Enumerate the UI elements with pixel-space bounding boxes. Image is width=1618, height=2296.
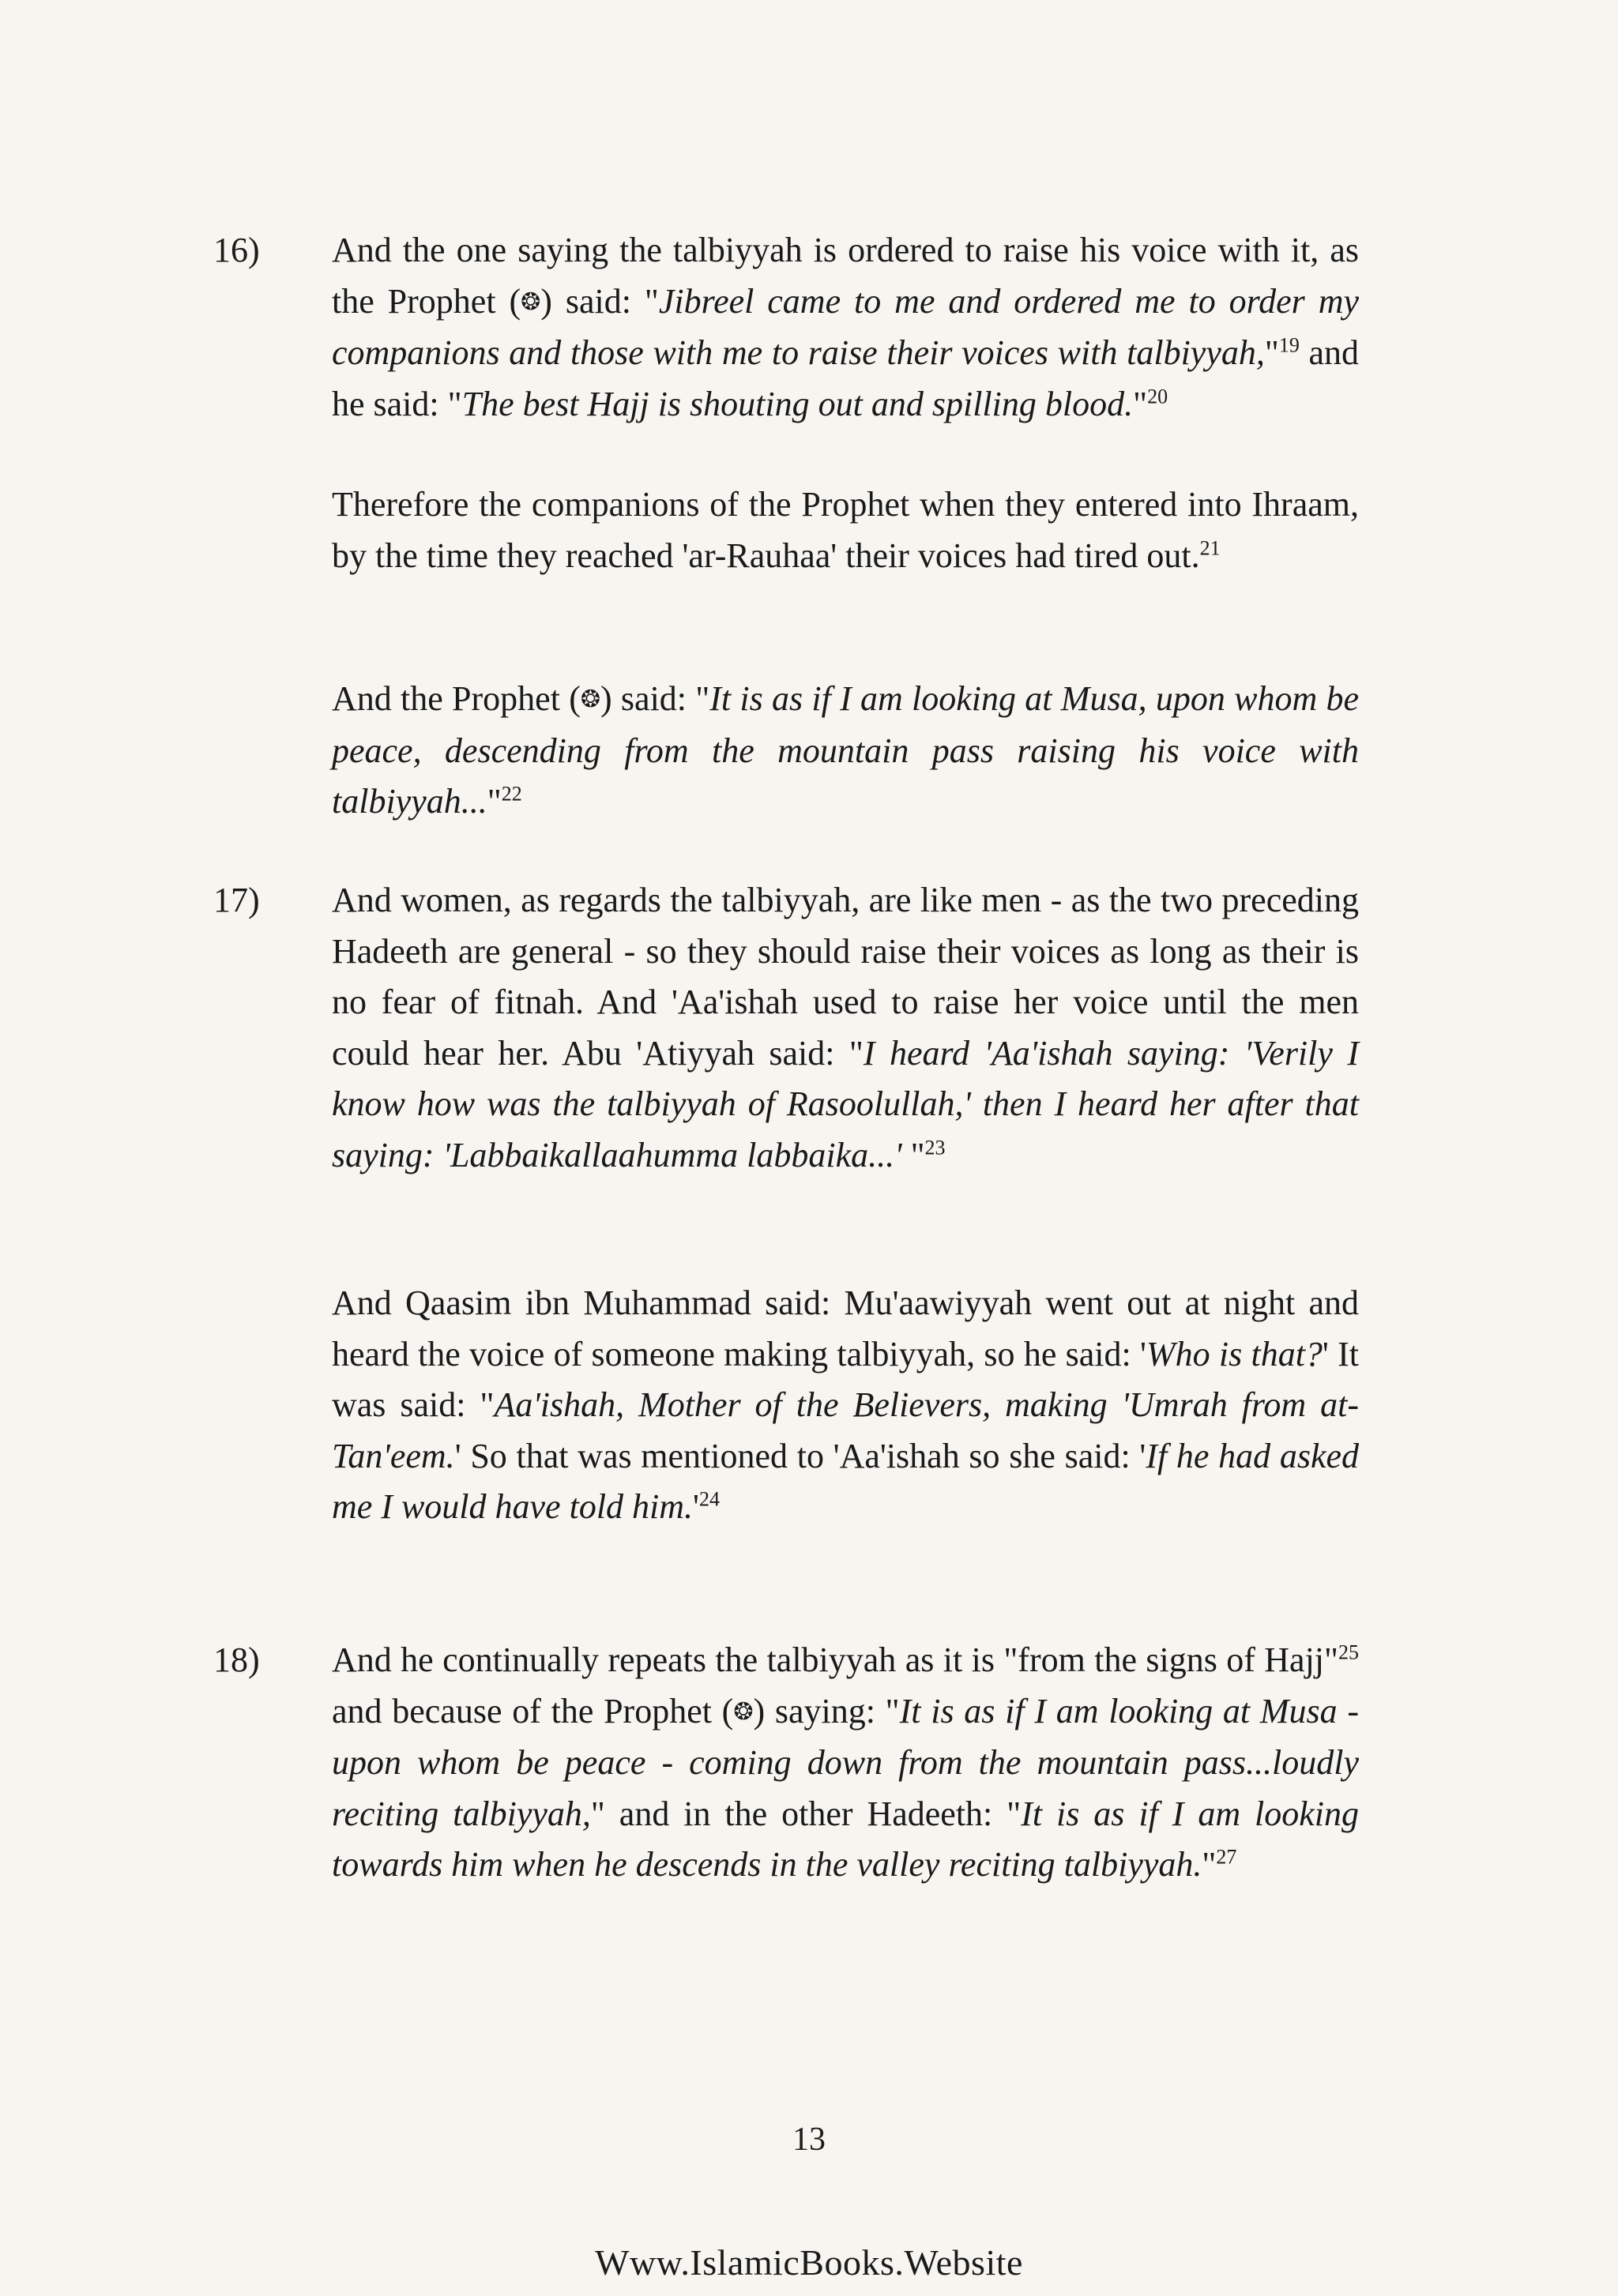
paragraph: [332, 1278, 1359, 1533]
footnote-ref: 20: [1147, 384, 1168, 408]
text-run: ': [693, 1487, 699, 1526]
text-run: ' So that was mentioned to 'Aa'ishah so she said: ': [454, 1436, 1146, 1475]
italic-quote: It is as if I am looking at Musa - upon whom be peace - coming down from the mountain pass...loudly reciting talbiyyah,: [332, 1691, 1359, 1833]
text-run: ": [487, 782, 502, 821]
section-18: [213, 1635, 1359, 1998]
text-run: And the Prophet (: [332, 679, 581, 718]
text-run: ) said: ": [600, 679, 710, 718]
paragraph: [332, 875, 1359, 1181]
footnote-ref: 23: [924, 1135, 946, 1159]
text-run: ": [1202, 1845, 1217, 1884]
italic-quote: It is as if I am looking at Musa, upon whom be peace, descending from the mountain pass raising his voice with talbiyyah...: [332, 679, 1360, 821]
paragraph: [332, 479, 1359, 581]
text-run: and he said: ": [332, 333, 1360, 423]
italic-quote: It is as if I am looking towards him when he descends in the valley reciting talbiyyah.: [332, 1794, 1360, 1884]
text-run: ": [1133, 384, 1148, 423]
section-number: 16): [213, 231, 260, 269]
text-run: And he continually repeats the talbiyyah as it is "from the signs of Hajj": [332, 1640, 1338, 1679]
paragraph: [332, 1635, 1359, 1891]
text-run: ) said: ": [540, 281, 659, 321]
salutation-symbol-icon: ❂: [580, 686, 600, 713]
italic-quote: I heard 'Aa'ishah saying: 'Verily I know how was the talbiyyah of Rasoolullah,' then I heard her after that saying: 'Labbaikallaahumma labbaika...': [332, 1033, 1359, 1174]
footnote-ref: 24: [698, 1487, 720, 1511]
section-16: [213, 225, 1359, 825]
salutation-symbol-icon: ❂: [733, 1697, 754, 1726]
footnote-ref: 25: [1338, 1640, 1359, 1664]
paragraph: [332, 225, 1359, 430]
text-run: ' It was said: ": [332, 1334, 1359, 1424]
footnote-ref: 22: [501, 782, 522, 806]
italic-quote: Aa'ishah, Mother of the Believers, making 'Umrah from at-Tan'eem.: [332, 1385, 1359, 1475]
text-run: ": [1264, 333, 1279, 372]
text-run: ) saying: ": [753, 1691, 900, 1730]
paragraph: [332, 674, 1359, 828]
section-number: 17): [213, 881, 260, 919]
text-run: ": [901, 1135, 925, 1174]
italic-quote: Jibreel came to me and ordered me to order my companions and those with me to raise their voices with talbiyyah,: [332, 281, 1359, 372]
text-run: " and in the other Hadeeth: ": [590, 1794, 1022, 1833]
text-run: And Qaasim ibn Muhammad said: Mu'aawiyyah went out at night and heard the voice of someone making talbiyyah, so he said: ': [332, 1283, 1359, 1373]
text-run: Therefore the companions of the Prophet when they entered into Ihraam, by the time they reached 'ar-Rauhaa' their voices had tired out.: [332, 485, 1359, 575]
salutation-symbol-icon: ❂: [521, 287, 541, 316]
footnote-ref: 27: [1216, 1845, 1237, 1869]
website-footer: Www.IslamicBooks.Website: [595, 2242, 1023, 2283]
section-number: 18): [213, 1640, 260, 1679]
text-run: and because of the Prophet (: [332, 1691, 734, 1730]
footnote-ref: 19: [1278, 333, 1300, 357]
footnote-ref: 21: [1199, 535, 1221, 559]
page-number: 13: [792, 2121, 826, 2158]
italic-quote: If he had asked me I would have told him.: [332, 1436, 1360, 1526]
italic-quote: Who is that?: [1146, 1334, 1323, 1373]
section-17: [213, 875, 1359, 1586]
text-run: And the one saying the talbiyyah is ordered to raise his voice with it, as the Prophet (: [332, 231, 1359, 321]
italic-quote: The best Hajj is shouting out and spilling blood.: [461, 384, 1134, 423]
text-run: And women, as regards the talbiyyah, are like men - as the two preceding Hadeeth are general - so they should raise their voices as long as their is no fear of fitnah. And 'Aa'ishah used to raise her voice until the men could hear her. Abu 'Atiyyah said: ": [332, 881, 1359, 1073]
